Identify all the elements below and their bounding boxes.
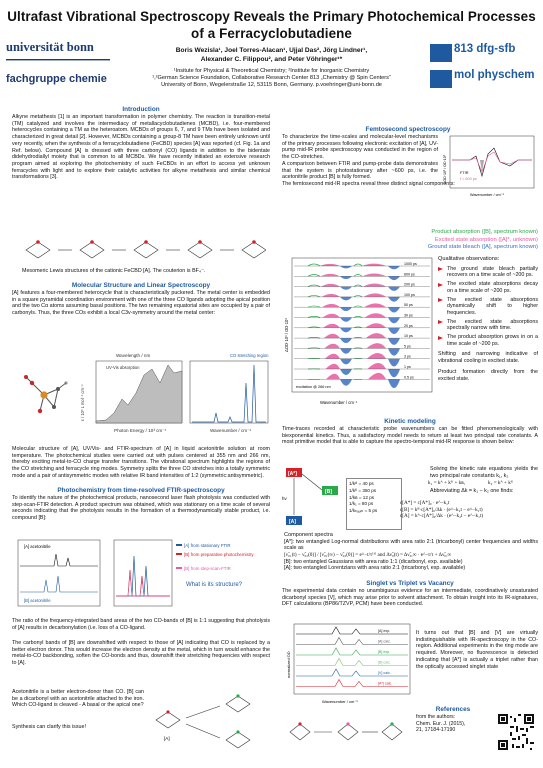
comp-a: [A]: two entangled Lorentzians with area ratio 2:1 (tricarbonyl, exp. available): [284, 565, 466, 572]
dft-trace: [296, 659, 408, 666]
k2-expression: k₂ = kᴬ + kᴷ: [488, 480, 514, 486]
excited-state-band: [324, 343, 386, 348]
references: [416, 706, 490, 734]
comp-heading: Component spectra: [284, 532, 333, 538]
excited-state-band: [323, 313, 386, 317]
eq-a: c[A] = kᴬ·c[A*]₀/Δk · (e^−k₂t − e^−k₁t): [400, 513, 484, 520]
singlet-text-2: It turns out that [B] and [V] are virtually indistinguishable with IR-spectroscopy in the CO-region. Additional experiments in the ring mode are required. Moreover, no fluorescence is detected indicating that [A*] is actually a triplet rather than the optically accessed singlet state: [416, 630, 538, 670]
delay-label: 3 ps: [404, 354, 411, 359]
transient-spectra-figure: [280, 252, 436, 408]
bleach-band: [340, 297, 400, 302]
kinetic-text: Time-traces recorded at characteristic probe wavenumbers can be fitted phenomenologically with biexponential kinetics. Thus, a satisfactory model needs to return at least two principal rate constants. A most primitive model that is able to capture the spectro-temporal mid-IR response is shown below:: [282, 426, 538, 446]
dft-trace: [296, 627, 408, 634]
qr-code-icon[interactable]: [496, 712, 536, 752]
bleach-band: [340, 307, 400, 312]
ref-line-1: from the authors:: [416, 714, 456, 720]
kinetic-text-3: Abbreviating Δk = k₁ − k₂ one finds:: [430, 488, 514, 494]
affiliations: [115, 68, 428, 90]
bleach-band: [340, 379, 400, 388]
decarbonylation-scheme: [146, 690, 270, 760]
ir-axis-label: Wavenumber / cm⁻¹: [210, 428, 252, 433]
excited-state-band: [323, 323, 386, 328]
left-column: [12, 106, 270, 181]
excited-state-band: [325, 363, 386, 369]
ref-line-3: 21, 17184-17190: [416, 727, 456, 734]
qual-heading: Qualitative observations:: [438, 256, 500, 262]
legend-excited: Excited state absorption ([A]*, unknown): [434, 236, 538, 243]
dft-trace-label: [A] exp.: [378, 629, 391, 633]
linear-spectra-figure: [14, 343, 272, 443]
delay-label: 200 ps: [404, 282, 415, 287]
co-region-label: CO stretching region: [230, 353, 269, 358]
delay-label: 1 ps: [404, 365, 411, 369]
param-2: 1/kᴷ = 350 ps: [349, 487, 377, 493]
structure-text: [A] features a four-membered heterocycle that is characteristically puckered. The metal center is embedded in a square pyramidal coordination environment with one of the three CO ligands adopting the apical position and the two Cα atoms assuming basal positions. The two remaining equatorial sites are occupied by a pair of carbonyls. Thus, the three COs exhibit a local C3v-symmetry around the metal center:: [12, 290, 270, 317]
legend-bleach: Ground state bleach ([A], spectrum known): [427, 244, 538, 250]
obs-item-2: The excited state absorptions decay on a time scale of ~200 ps.: [438, 281, 538, 294]
dft-x-label: Wavenumber / cm⁻¹: [322, 699, 358, 704]
obs-item-4: The excited state absorptions spectrally narrow with time.: [438, 319, 538, 332]
photo-section: [12, 487, 270, 522]
delay-label: 600 ps: [404, 272, 415, 277]
obs-item-1: The ground state bleach partially recovers on a time scale of ~200 ps.: [438, 266, 538, 279]
kinetic-section: [282, 418, 538, 446]
fs-text: To characterize the time-scales and molecular-level mechanisms of the primary processes following electronic excitation of [A], UV-pump mid-IR probe spectroscopy was conducted in the region of the CO-stretches.: [282, 134, 438, 161]
excited-state-band: [325, 353, 386, 359]
singlet-heading: Singlet vs Triplet vs Vacancy: [366, 580, 454, 587]
bleach-band: [340, 338, 400, 345]
sfb-logo: [430, 40, 538, 98]
param-3: 1/kʙ = 12 ps: [349, 494, 375, 500]
kinetic-scheme: [282, 466, 344, 530]
logo-text-uni: universität bonn: [6, 40, 94, 54]
delay-label: 1000 ps: [404, 262, 417, 266]
structure-question: What is its structure?: [186, 582, 243, 588]
dft-trace-label: [A*] calc.: [378, 681, 393, 686]
photochem-figure: [14, 536, 272, 616]
comp-astar: [A*]: two entangled Log-normal distributions with area ratio 2:1 (tricarbonyl) center frequencies and widths scale as: [284, 538, 538, 552]
rate-parameter-box: [346, 478, 402, 530]
dft-trace: [296, 669, 408, 676]
transient-traces: [294, 262, 430, 388]
delay-label: 5 ps: [404, 344, 411, 349]
kinetic-heading: Kinetic modeling: [384, 418, 436, 425]
triplet-scheme: [282, 706, 410, 760]
kinetic-text-2: Solving the kinetic rate equations yields the two principal rate constants k₁, k₂: [430, 466, 538, 479]
photo-heading: Photochemistry from time-resolved FTIR-spectroscopy: [57, 487, 225, 494]
obs-item-5: The product absorption grows in on a time scale of ~200 ps.: [438, 334, 538, 347]
bleach-band: [340, 359, 400, 367]
acetonitrile-label-b: [B] acetonitrile: [24, 598, 51, 603]
ir-plot: [190, 353, 269, 433]
eq-astar: c[A*] = c[A*]₀ · e^−k₁t: [400, 500, 450, 506]
dft-trace-label: [V] calc.: [378, 671, 391, 675]
eq-b: c[B] = kᴮ·c[A*]₀/Δk · (e^−k₂t − e^−k₁t): [400, 506, 483, 513]
molecule-icon: [24, 375, 68, 413]
delay-label: 30 ps: [404, 313, 413, 318]
inset-x-label: Wavenumber / cm⁻¹: [470, 193, 504, 197]
bleach-band: [340, 276, 400, 280]
fs-text-2: A comparison between FTIR and pump-probe data demonstrates that the system is photostationary after ~600 ps, i.e. the acetonitrile product [B] is fully formed.: [282, 160, 438, 181]
param-4: 1/k₁ = 80 ps: [349, 501, 374, 507]
hv-label: hν: [282, 496, 287, 501]
comp-b: [B]: two entangled Gaussians with area ratio 1:1 (dicarbonyl, exp. available): [284, 558, 463, 565]
dft-trace: [296, 648, 408, 655]
intro-heading: Introduction: [122, 106, 160, 113]
legend-ftir-a: [A] from stationary FTIR: [184, 543, 231, 548]
excited-state-band: [326, 373, 386, 379]
b-box-label: [B]: [325, 489, 332, 495]
dft-trace-label: [A] calc.: [378, 639, 391, 644]
intro-text: Alkyne metathesis [1] is an important transformation in polymer chemistry. The reaction is transition-metal (TM) catalyzed and involves the intermediacy of metallacyclobutadienes (MCBD), i.e. four-membered heterocycles containing a TM as the heteroatom. MCBDs of groups 6, 7, and 9 TMs have been isolated and characterized in great detail [2]. However, MCBDs containing a group-8 TM have been entirely unknown until very recently, when the synthesis of a ferracyclobutadiene (FeCBD) species [A] was reported (cf. Fig. 1a and Ref. below). Compound [A] is dressed with three carbonyl (CO) ligands in addition to the bidentate didehydrodiallyl moiety that is common to all MCBDs. We have recently initiated an extensive research program aimed at exploring the photochemistry of such FeCBDs in an effort to access yet unknown ferracycles with light and to explore their catalytic activities for alkyne metathesis and similar chemical transformations [3].: [12, 114, 270, 181]
dft-spectra-figure: [282, 620, 414, 706]
component-spectra: [284, 532, 538, 572]
legend-stepscan-b: [B] from step-scan-FTIR: [184, 566, 231, 571]
photo-text-4: Acetonitrile is a better electron-donor than CO. [B] can be a dicarbonyl with an acetonitrile attached to the iron. Which CO-ligand is cleaved - A basal or the apical one?: [12, 689, 144, 709]
delay-label: 50 ps: [404, 303, 413, 308]
structure-caption: Molecular structure of [A], UV/Vis- and FTIR-spectrum of [A] in liquid acetonitrile solution at room temperature. The photochemical studies were carried out with pulses centered at 355 nm and 266 nm, thereby exciting metal-to-CO charge transfer transitions. The vibrational spectrum highlights the regions of the CO stretching and ferracycle ring modes. Symmetry splits the three CO stretches into a totally symmetric mode and a pair of antisymmetric modes with relative IR band intensities of 1:2 (symmetric:antisymmetric).: [12, 446, 270, 479]
scheme-label-a: [A]: [164, 736, 170, 741]
uv-top-axis-label: Wavelength / nm: [116, 353, 151, 358]
bleach-band: [340, 266, 400, 269]
singlet-text: The experimental data contain no unambiguous evidence for an intermediate, coordinatively unsaturated dicarbonyl species [V], which may arise prior to solvent attachment. To obtain insight into its IR-signatures, DFT calculations (BP86/TZVP, PCM) have been conducted.: [282, 588, 538, 608]
photo-text-5: Synthesis can clarify this issue!: [12, 724, 86, 730]
logo-text-sfb: 813 dfg-sfb: [454, 43, 516, 55]
a-box-label: [A]: [289, 519, 296, 525]
param-5: 1/kₕₐᵤₘ = 5 ps: [349, 508, 378, 514]
component-legend: [382, 229, 538, 252]
author-list: [115, 47, 428, 64]
acetonitrile-label-a: [A] acetonitrile: [24, 544, 51, 549]
lewis-caption: Mesomeric Lewis structures of the cationic FeCBD [A]. The couterion is BF₄⁻.: [22, 268, 206, 274]
structure-heading: Molecular Structure and Linear Spectroscopy: [71, 282, 211, 289]
affil-line-2: ¹,²German Science Foundation, Collaborative Research Center 813 „Chemistry @ Spin Centers“: [152, 75, 391, 82]
big-y-label: ΔOD·10³ / OD·10³: [284, 318, 289, 352]
delay-label: 10 ps: [404, 334, 413, 339]
logo-text-fachgruppe: fachgruppe chemie: [6, 73, 107, 85]
rate-equations: [400, 500, 538, 520]
authors-line-1: Boris Wezisla¹, Joel Torres-Alacan¹, Ujjal Das², Jörg Lindner¹,: [175, 47, 368, 54]
uvvis-plot: [80, 353, 182, 433]
excitation-note: excitation @ 266 nm: [296, 385, 331, 389]
delay-label: 20 ps: [404, 323, 413, 328]
excited-state-band: [320, 264, 386, 266]
dft-trace-label: [B] calc.: [378, 660, 391, 665]
comp-eq: [ν̃₀₁(t) − ν̃₀₂(0)] / [ν̃₀₁(∞) − ν̃₀₂(0)] = e^−t/τ⁽¹⁾ and Δν̃₀(t) = Δν̃₀,∞ · e^−t/τ + Δν̃₀,∞: [284, 552, 452, 559]
photo-text-2: The ratio of the frequency-integrated band areas of the two CO-bands of [B] is 1:1 suggesting that photolysis of [A] results in decarbonylation (i.e. loss of a CO-ligand.: [12, 618, 270, 631]
references-heading: References: [435, 706, 471, 713]
bleach-band: [340, 287, 400, 291]
fs-text-3: The femtosecond mid-IR spectra reveal three distinct signal components:: [282, 180, 455, 187]
lewis-structures-figure: [18, 234, 266, 266]
bleach-band: [340, 348, 400, 355]
ref-line-2: Chem. Eur. J. (2015),: [416, 720, 466, 727]
poster-title: Ultrafast Vibrational Spectroscopy Reveals the Primary Photochemical Processes of a Ferracyclobutadiene: [7, 9, 536, 41]
affil-line-3: University of Bonn, Wegelerstraße 12, 53115 Bonn, Germany. p.voehringer@uni-bonn.de: [161, 82, 382, 89]
legend-product: Product absorption ([B], spectrum known): [431, 229, 538, 235]
delay-label: 100 ps: [404, 292, 415, 297]
delay-label: 0.5 ps: [404, 375, 414, 380]
logo-text-molphyschem: mol physchem: [454, 69, 535, 81]
inset-legend-600ps: t = 600 ps: [460, 177, 477, 181]
university-bonn-logo: [6, 40, 112, 96]
big-x-label: Wavenumber / cm⁻¹: [320, 400, 358, 405]
dft-traces: [296, 627, 408, 687]
singlet-section: [282, 580, 538, 608]
obs-conclusion-2: Product formation directly from the excited state.: [438, 368, 538, 382]
excited-state-band: [321, 283, 386, 286]
inset-y-label: ΔOD·10³ / OD·10³: [443, 155, 447, 184]
bleach-band: [340, 328, 400, 334]
observations: [438, 256, 538, 382]
photo-text: To identify the nature of the photochemical products, nanosecond laser flash photolysis was conducted with step-scan-FTIR detection. A product spectrum was obtained, which was stationary on a time scale of several seconds indicating that the photolysis results in the formation of a thermodynamically stable product, i.e. compound [B]:: [12, 495, 270, 522]
excited-state-band: [321, 274, 386, 277]
dft-y-label: normalized OD: [286, 651, 291, 678]
obs-item-3: The excited state absorptions dynamically shift to higher frequencies.: [438, 297, 538, 317]
dft-trace-label: [B] exp.: [378, 650, 391, 654]
uv-label: UV-Vis absorption: [106, 365, 140, 370]
inset-legend-ftir: FTIR: [460, 171, 469, 175]
uv-y-label: ε / 10³ L mol⁻¹ cm⁻¹: [80, 384, 85, 421]
bleach-band: [340, 318, 400, 324]
affil-line-1: ¹Insitute for Physical & Theoretical Chemistry; ²Institute for Inorganic Chemistry: [173, 68, 370, 74]
bleach-band: [340, 369, 400, 377]
excited-state-band: [322, 293, 386, 296]
dft-trace: [296, 638, 408, 645]
authors-line-2: Alexander C. Filippou², and Peter Vöhringer¹*: [200, 55, 343, 63]
uv-bottom-axis-label: Photon Energy / 10³ cm⁻¹: [114, 428, 167, 433]
legend-preparative-b: [B] from preparative photochemistry: [184, 552, 254, 557]
param-1: 1/kᴬ = 40 ps: [349, 481, 374, 486]
astar-box-label: [A*]: [288, 471, 297, 477]
obs-conclusion-1: Shifting and narrowing indicative of vibrational cooling in excited state.: [438, 351, 538, 365]
fs-heading: Femtosecond spectroscopy: [365, 126, 451, 133]
structure-section: [12, 282, 270, 317]
excited-state-band: [322, 303, 386, 307]
ftir-vs-pumpprobe-inset: [440, 132, 538, 202]
logo-line-icon: [6, 54, 110, 68]
photo-text-3: The carbonyl bands of [B] are downshifted with respect to those of [A] indicating that CO is replaced by a better electron donor. This would increase the electron density at the metal, which in turn would enhance the metal-to-CO backbonding, soften the CO-bonds and thus, downshift their stretching frequencies with respect to [A].: [12, 640, 270, 667]
k1-expression: k₁ = kᴬ + kᴷ + kʙ,: [428, 480, 466, 486]
excited-state-band: [324, 333, 386, 338]
